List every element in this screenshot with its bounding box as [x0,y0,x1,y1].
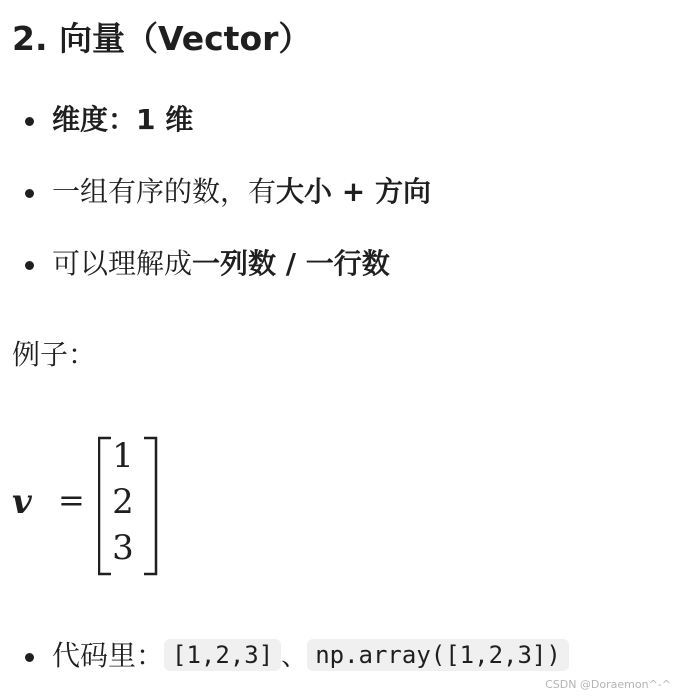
watermark-text: CSDN @Doraemon^-^ [545,678,671,691]
vector-formula [12,436,162,576]
magnitude-direction-text: 大小 + 方向 [276,175,431,208]
code-prefix-text: 代码里： [52,639,165,672]
vector-symbol: v [12,482,32,522]
dimension-text: 维度：1 维 [52,103,194,136]
matrix-entry: 2 [112,482,134,522]
bullet-code [52,636,569,677]
bullet-dimension [52,100,193,140]
code-array-snippet: np.array([1,2,3]) [307,639,569,671]
matrix-entry: 3 [112,528,134,568]
matrix-entry: 1 [112,436,134,476]
section-heading: 2. 向量（Vector） [12,19,312,58]
ordered-numbers-text: 一组有序的数，有 [52,175,277,208]
understand-text: 可以理解成 [52,247,193,280]
example-label: 例子： [12,338,97,371]
bullet-ordered-numbers [52,172,431,212]
code-separator: 、 [281,642,308,672]
code-list-snippet: [1,2,3] [164,639,281,671]
bullet-row-column [52,244,390,284]
row-column-text: 一列数 / 一行数 [192,247,390,280]
equals-sign: = [58,481,85,519]
